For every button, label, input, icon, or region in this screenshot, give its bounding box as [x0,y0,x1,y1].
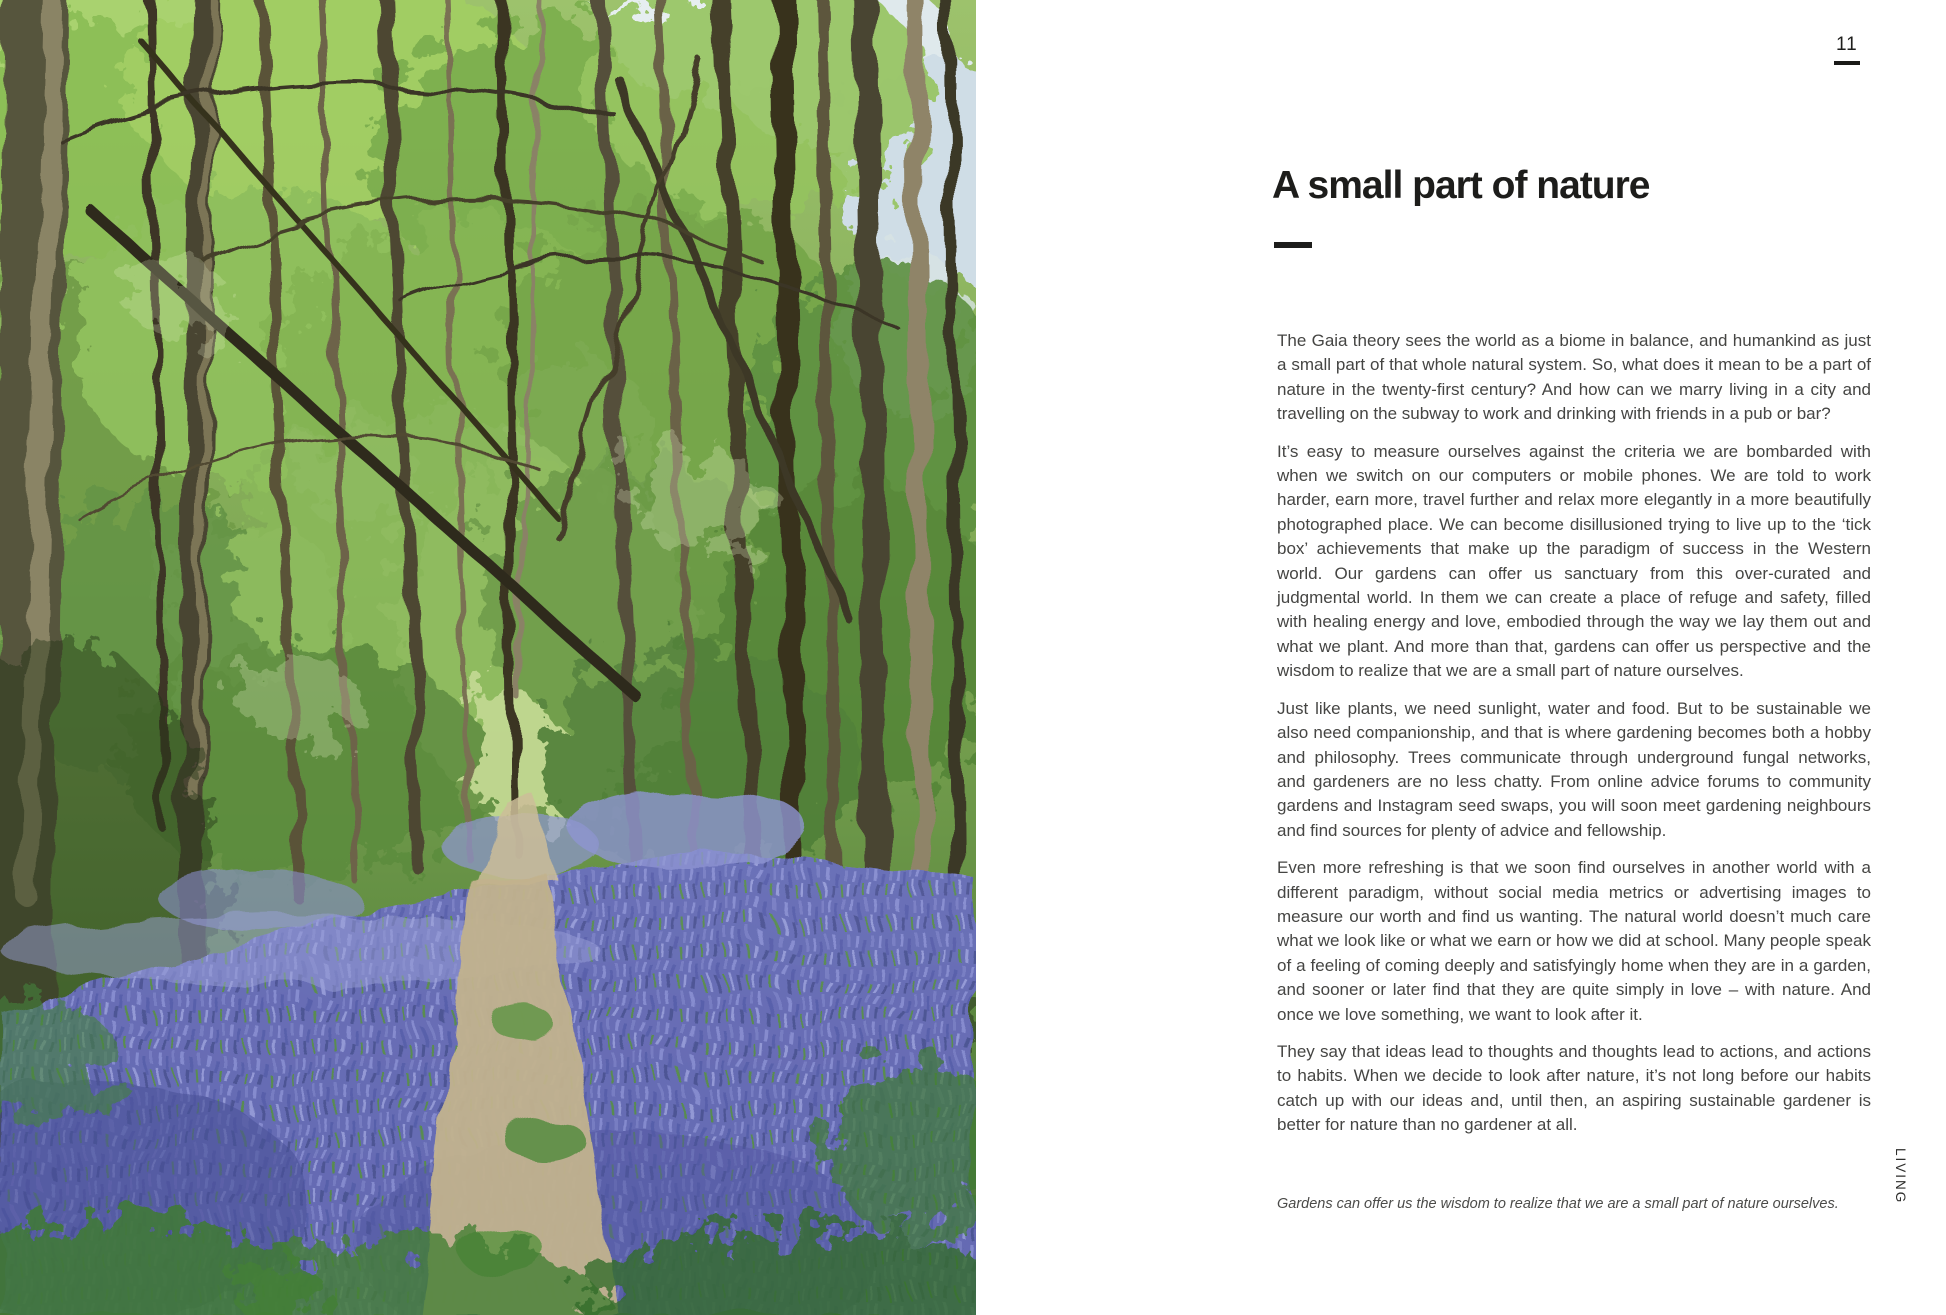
body-paragraph: Just like plants, we need sunlight, water and food. But to be sustainable we also need companionship, and that is where gardening becomes both a hobby and philosophy. Trees communicate through underground fungal networks, and gardeners are no less chatty. From online advice forums to community gardens and Instagram seed swaps, you will soon meet gardening neighbours and find sources for plenty of advice and fellowship. [1277,698,1871,840]
section-label-living: LIVING [1893,1148,1908,1205]
body-paragraph: They say that ideas lead to thoughts and thoughts lead to actions, and actions to habits. When we decide to look after nature, it’s not long before our habits catch up with our ideas and, until then, an aspiring sustainable gardener is better for nature than no gardener at all. [1277,1041,1871,1135]
page-number: 11 [1834,34,1860,65]
photo-caption: Gardens can offer us the wisdom to realize that we are a small part of nature ourselves. [1277,1196,1839,1212]
article-title: A small part of nature [1272,164,1650,207]
text-page [976,0,1946,1315]
article-body [1277,329,1871,1151]
body-paragraph: The Gaia theory sees the world as a biome in balance, and humankind as just a small part of that whole natural system. So, what does it mean to be a part of nature in the twenty-first century? And how can we marry living in a city and travelling on the subway to work and drinking with friends in a pub or bar? [1277,331,1871,424]
title-dash-rule [1274,242,1312,248]
body-paragraph: Even more refreshing is that we soon find ourselves in another world with a different paradigm, without social media metrics or advertising images to measure our worth and find us wanting. The natural world doesn’t much care what we look like or what we earn or how we did at school. Many people speak of a feeling of coming deeply and satisfyingly home when they are in a garden, and sooner or later find that they are quite simply in love – with nature. And once we love something, we want to look after it. [1277,858,1871,1024]
body-paragraph: It’s easy to measure ourselves against the criteria we are bombarded with when we switch on our computers or mobile phones. We are told to work harder, earn more, travel further and relax more elegantly in a more beautifully photographed place. We can become disillusioned trying to live up to the ‘tick box’ achievements that make up the paradigm of success in the Western world. Our gardens can offer us sanctuary from this over-curated and judgmental world. In them we can create a place of refuge and safety, filled with healing energy and love, embodied through the way we lay them out and what we plant. And more than that, gardens can offer us perspective and the wisdom to realize that we are a small part of nature ourselves. [1277,441,1871,681]
